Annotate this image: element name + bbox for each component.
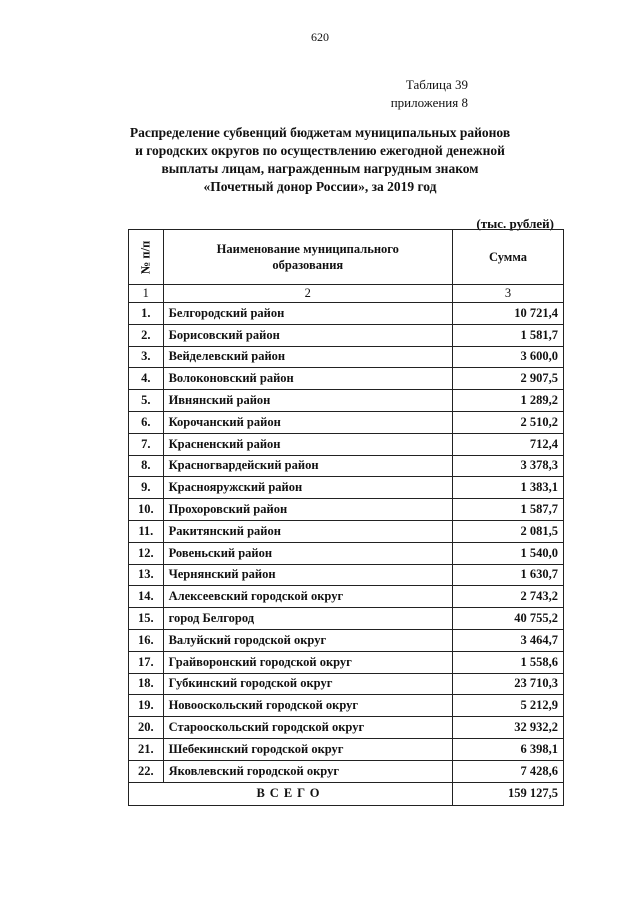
- row-sum: 40 755,2: [453, 608, 564, 630]
- row-number: 22.: [129, 760, 164, 782]
- row-sum: 2 081,5: [453, 520, 564, 542]
- row-number: 7.: [129, 433, 164, 455]
- column-number: 2: [163, 285, 452, 303]
- table-row: [129, 651, 564, 673]
- row-sum: 2 510,2: [453, 411, 564, 433]
- table-row: [129, 324, 564, 346]
- row-number: 21.: [129, 738, 164, 760]
- row-name: Старооскольский городской округ: [163, 717, 452, 739]
- table-row: [129, 433, 564, 455]
- row-name: Ивнянский район: [163, 390, 452, 412]
- row-name: Губкинский городской округ: [163, 673, 452, 695]
- row-name: Новооскольский городской округ: [163, 695, 452, 717]
- row-sum: 1 587,7: [453, 499, 564, 521]
- row-name: Краснояружский район: [163, 477, 452, 499]
- title-line: и городских округов по осуществлению ежегодной денежной: [135, 143, 505, 158]
- page-number: 620: [311, 30, 329, 44]
- title-line: выплаты лицам, награжденным нагрудным знаком: [161, 161, 479, 176]
- row-number: 5.: [129, 390, 164, 412]
- row-name: Алексеевский городской округ: [163, 586, 452, 608]
- table-reference-number: Таблица 39: [405, 77, 468, 92]
- table-row: [129, 390, 564, 412]
- row-number: 12.: [129, 542, 164, 564]
- row-sum: 3 600,0: [453, 346, 564, 368]
- row-name: Ровеньский район: [163, 542, 452, 564]
- table-row: [129, 520, 564, 542]
- column-number-row: [129, 285, 564, 303]
- table-row: [129, 411, 564, 433]
- row-name: Грайворонский городской округ: [163, 651, 452, 673]
- table-row: [129, 608, 564, 630]
- row-sum: 2 907,5: [453, 368, 564, 390]
- table-row: [129, 499, 564, 521]
- row-number: 13.: [129, 564, 164, 586]
- row-name: Ракитянский район: [163, 520, 452, 542]
- table-row: [129, 629, 564, 651]
- row-number: 1.: [129, 303, 164, 325]
- header-name-line: Наименование муниципального: [216, 242, 399, 256]
- row-name: Чернянский район: [163, 564, 452, 586]
- row-sum: 6 398,1: [453, 738, 564, 760]
- table-row: [129, 695, 564, 717]
- table-row: [129, 542, 564, 564]
- table-row: [129, 346, 564, 368]
- row-name: Красненский район: [163, 433, 452, 455]
- row-name: Белгородский район: [163, 303, 452, 325]
- table-row: [129, 586, 564, 608]
- row-number: 10.: [129, 499, 164, 521]
- table-row: [129, 673, 564, 695]
- row-sum: 1 630,7: [453, 564, 564, 586]
- row-number: 17.: [129, 651, 164, 673]
- table-reference-appendix: приложения 8: [390, 95, 468, 110]
- table-row: [129, 760, 564, 782]
- row-number: 2.: [129, 324, 164, 346]
- row-sum: 1 289,2: [453, 390, 564, 412]
- row-name: Борисовский район: [163, 324, 452, 346]
- row-sum: 23 710,3: [453, 673, 564, 695]
- row-sum: 5 212,9: [453, 695, 564, 717]
- table-row: [129, 303, 564, 325]
- row-name: Красногвардейский район: [163, 455, 452, 477]
- row-number: 6.: [129, 411, 164, 433]
- table-row: [129, 455, 564, 477]
- row-name: Вейделевский район: [163, 346, 452, 368]
- row-number: 18.: [129, 673, 164, 695]
- table-reference: [391, 76, 468, 112]
- row-number: 9.: [129, 477, 164, 499]
- subvention-table: [128, 229, 564, 806]
- row-sum: 1 558,6: [453, 651, 564, 673]
- header-number-label: № п/п: [138, 240, 153, 274]
- table-row: [129, 477, 564, 499]
- row-name: Волоконовский район: [163, 368, 452, 390]
- title-line: «Почетный донор России», за 2019 год: [203, 179, 437, 194]
- row-sum: 712,4: [453, 433, 564, 455]
- row-sum: 7 428,6: [453, 760, 564, 782]
- row-sum: 2 743,2: [453, 586, 564, 608]
- row-number: 20.: [129, 717, 164, 739]
- row-number: 14.: [129, 586, 164, 608]
- row-number: 11.: [129, 520, 164, 542]
- column-number: 3: [453, 285, 564, 303]
- header-number: [129, 230, 164, 285]
- table-row: [129, 738, 564, 760]
- row-sum: 1 581,7: [453, 324, 564, 346]
- row-number: 19.: [129, 695, 164, 717]
- title-line: Распределение субвенций бюджетам муниципальных районов: [129, 125, 511, 140]
- table-header-row: [129, 230, 564, 285]
- row-number: 16.: [129, 629, 164, 651]
- table-row: [129, 368, 564, 390]
- table-row: [129, 564, 564, 586]
- row-number: 8.: [129, 455, 164, 477]
- column-number: 1: [129, 285, 164, 303]
- row-name: Прохоровский район: [163, 499, 452, 521]
- row-sum: 3 378,3: [453, 455, 564, 477]
- row-number: 3.: [129, 346, 164, 368]
- row-name: Шебекинский городской округ: [163, 738, 452, 760]
- total-label: ВСЕГО: [129, 782, 453, 805]
- table-body: [129, 303, 564, 783]
- header-name: [163, 230, 452, 285]
- row-number: 15.: [129, 608, 164, 630]
- total-sum: 159 127,5: [453, 782, 564, 805]
- table-row: [129, 717, 564, 739]
- document-title: [100, 124, 540, 196]
- total-row: [129, 782, 564, 805]
- row-sum: 32 932,2: [453, 717, 564, 739]
- row-number: 4.: [129, 368, 164, 390]
- row-sum: 3 464,7: [453, 629, 564, 651]
- header-name-line: образования: [272, 258, 344, 272]
- row-name: город Белгород: [163, 608, 452, 630]
- row-name: Корочанский район: [163, 411, 452, 433]
- row-name: Валуйский городской округ: [163, 629, 452, 651]
- row-name: Яковлевский городской округ: [163, 760, 452, 782]
- units-label: (тыс. рублей): [476, 216, 554, 231]
- row-sum: 1 383,1: [453, 477, 564, 499]
- row-sum: 10 721,4: [453, 303, 564, 325]
- header-sum: Сумма: [453, 230, 564, 285]
- row-sum: 1 540,0: [453, 542, 564, 564]
